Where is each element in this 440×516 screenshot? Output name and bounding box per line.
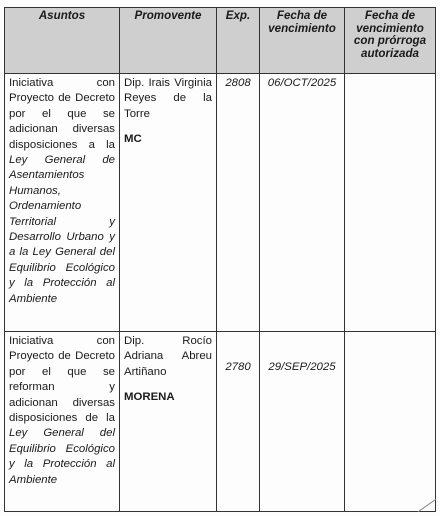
asunto-ley-text: Ley General del Equilibrio Ecológico y la Protección al Ambiente	[9, 427, 115, 486]
promovente-name: Dip. Rocío Adriana Abreu Artiñano	[124, 335, 212, 378]
header-promovente: Promovente	[120, 8, 217, 74]
asunto-cell	[5, 74, 120, 332]
promovente-cell	[120, 332, 217, 512]
party-label: MORENA	[124, 391, 175, 404]
fecha-vencimiento-cell: 06/OCT/2025	[260, 74, 345, 332]
asunto-cell	[5, 332, 120, 512]
exp-cell: 2808	[217, 74, 260, 332]
header-fecha-prorroga: Fecha de vencimiento con prórroga autorizada	[345, 8, 436, 74]
table-header-row	[5, 8, 436, 74]
exp-cell: 2780	[217, 332, 260, 512]
asuntos-table	[4, 7, 436, 512]
header-asuntos: Asuntos	[5, 8, 120, 74]
header-fecha-vencimiento: Fecha de vencimiento	[260, 8, 345, 74]
fecha-prorroga-cell	[345, 74, 436, 332]
header-exp: Exp.	[217, 8, 260, 74]
fecha-prorroga-cell	[345, 332, 436, 512]
party-label: MC	[124, 133, 142, 146]
asunto-ley-text: Ley General de Asentamientos Humanos, Ordenamiento Territorial y Desarrollo Urbano y a la Ley General del Equilibrio Ecológico y la Protección al Ambiente	[9, 154, 115, 305]
asunto-text: Iniciativa con Proyecto de Decreto por el que se reforman y adicionan diversas disposiciones de la	[9, 335, 115, 425]
promovente-name: Dip. Irais Virginia Reyes de la Torre	[124, 77, 212, 120]
table-row	[5, 74, 436, 332]
table-row	[5, 332, 436, 512]
fecha-vencimiento-cell: 29/SEP/2025	[260, 332, 345, 512]
asunto-text: Iniciativa con Proyecto de Decreto por el que se adicionan diversas disposiciones a la	[9, 77, 115, 151]
promovente-cell	[120, 74, 217, 332]
